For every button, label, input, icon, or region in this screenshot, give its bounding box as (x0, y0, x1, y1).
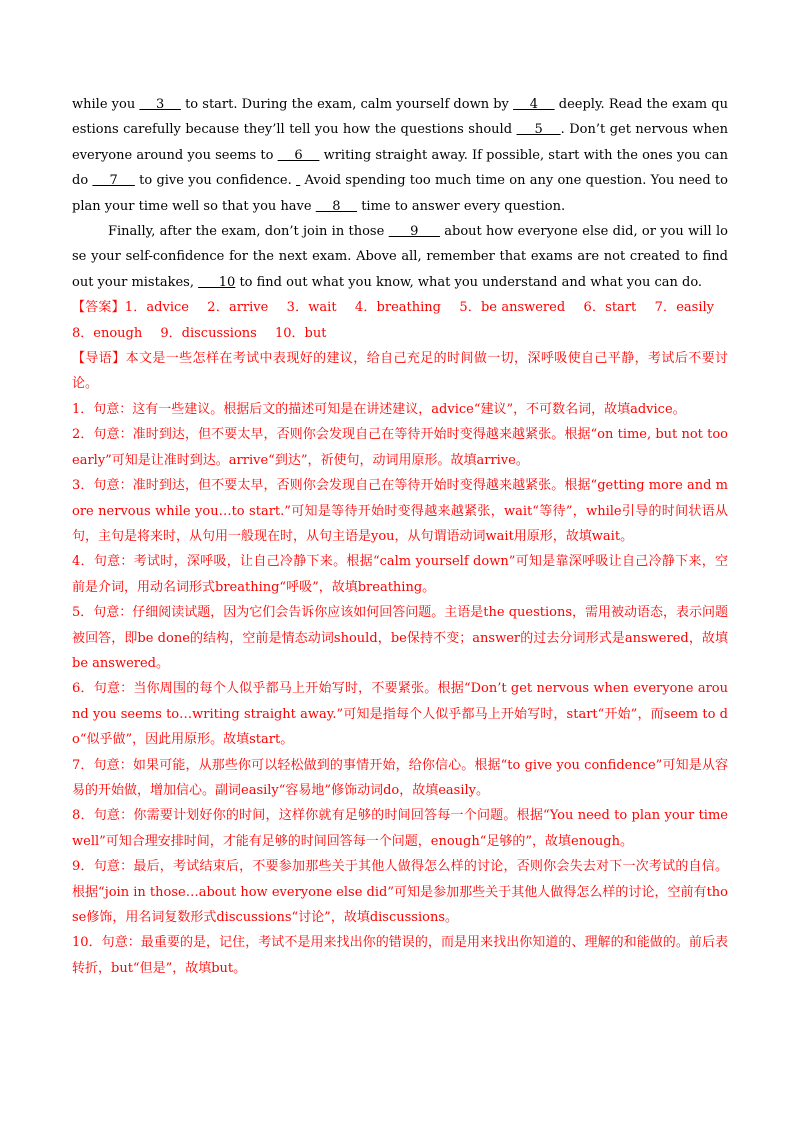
answer-items (72, 300, 728, 340)
answer-blank: 7 (92, 173, 135, 189)
answer-item: 10．but (274, 325, 327, 341)
answer-item: 7．easily (654, 300, 715, 316)
explanation-item: 7．句意：如果可能，从那些你可以轻松做到的事情开始，给你信心。根据“to give you confidence”可知是从容易的开始做，增加信心。副词easily“容易地”修饰动词do，故填easily。 (72, 757, 728, 798)
answer-blank: 5 (516, 122, 561, 138)
passage-text: . Don’t get nervous when everyone around you seems to (72, 122, 728, 163)
explanation-item: 2．句意：准时到达，但不要太早，否则你会发现自己在等待开始时变得越来越紧张。根据“on time, but not too early”可知是让准时到达。arrive“到达”，祈使句，动词用原形。故填arrive。 (72, 427, 728, 468)
passage-text: Avoid spending too much time on any one question. You need to plan your time well so that you have (72, 173, 728, 214)
passage-text: deeply. Read the exam questions carefully because they’ll tell you how the questions should (72, 97, 728, 138)
passage-paragraph (72, 219, 728, 295)
answer-line (72, 295, 728, 346)
passage (72, 92, 728, 295)
explanation-item: 4．句意：考试时，深呼吸，让自己冷静下来。根据“calm yourself down”可知是靠深呼吸让自己冷静下来，空前是介词，用动名词形式breathing“呼吸”，故填breathing。 (72, 554, 728, 595)
answer-blank: 6 (277, 147, 320, 163)
answer-item: 2．arrive (207, 300, 269, 316)
answer-item: 5．be answered (459, 300, 566, 316)
passage-text: to give you confidence. (134, 173, 296, 189)
answer-label: 【答案】 (72, 300, 125, 316)
passage-text: Finally, after the exam, don’t join in those (108, 224, 389, 240)
explanation-item: 1．句意：这有一些建议。根据后文的描述可知是在讲述建议，advice“建议”，不可数名词，故填advice。 (72, 401, 686, 417)
explanation-item: 8．句意：你需要计划好你的时间，这样你就有足够的时间回答每一个问题。根据“You need to plan your time well”可知合理安排时间，才能有足够的时间回答每一个问题，enough“足够的”，故填enough。 (72, 808, 728, 849)
passage-text: time to answer every question. (357, 198, 566, 214)
explanation-item: 5．句意：仔细阅读试题，因为它们会告诉你应该如何回答问题。主语是the questions，需用被动语态，表示问题被回答，即be done的结构，空前是情态动词should，be保持不变；answer的过去分词形式是answered，故填be answered。 (72, 605, 729, 671)
answer-blank: 3 (139, 97, 181, 112)
explanation-item: 6．句意：当你周围的每个人似乎都马上开始写时，不要紧张。根据“Don’t get nervous when everyone around you seems to…writing straight away.”可知是指每个人似乎都马上开始写时，start“开始”，而seem to do“似乎做”，因此用原形。故填start。 (72, 681, 728, 748)
answer-item: 8．enough (72, 325, 143, 341)
passage-text: while you (72, 97, 140, 112)
explanation-item: 3．句意：准时到达，但不要太早，否则你会发现自己在等待开始时变得越来越紧张。根据“getting more and more nervous while you…to start.”可知是等待开始时变得越来越紧张，wait“等待”，while引导的时间状语从句，主句是将来时，从句用一般现在时，从句主语是you，从句谓语动词wait用原形，故填wait。 (72, 478, 728, 544)
explanations (72, 397, 728, 981)
answer-item: 1．advice (124, 300, 189, 316)
answer-item: 6．start (583, 300, 637, 316)
explanation-item: 9．句意：最后，考试结束后，不要参加那些关于其他人做得怎么样的讨论，否则你会失去对下一次考试的自信。根据“join in those…about how everyone else did”可知是参加那些关于其他人做得怎么样的讨论，空前有those修饰，用名词复数形式discussions“讨论”，故填discussions。 (72, 859, 728, 925)
answer-blank: 8 (315, 198, 358, 214)
passage-paragraph (72, 92, 728, 219)
passage-text: to find out what you know, what you understand and what you can do. (235, 274, 703, 290)
answer-blank: 4 (513, 97, 555, 112)
passage-text: writing straight away. If possible, start with the ones you can do (72, 147, 728, 189)
explanation-item: 10．句意：最重要的是，记住，考试不是用来找出你的错误的，而是用来找出你知道的、理解的和能做的。前后表转折，but“但是”，故填but。 (72, 935, 728, 976)
answer-item: 9．discussions (160, 325, 257, 341)
answer-item: 3．wait (286, 300, 337, 316)
answer-item: 4．breathing (354, 300, 441, 316)
guide-paragraph: 【导语】本文是一些怎样在考试中表现好的建议，给自己充足的时间做一切，深呼吸使自己平静，考试后不要讨论。 (72, 351, 728, 392)
passage-text: to start. During the exam, calm yourself down by (180, 97, 514, 112)
answer-blank: 9 (388, 224, 440, 240)
answer-blank: 10 (198, 274, 236, 290)
page-content (72, 92, 728, 981)
passage-text: about how everyone else did, or you will lose your self-confidence for the next exam. Above all, remember that exams are not created to find out your mistakes, (72, 224, 728, 290)
